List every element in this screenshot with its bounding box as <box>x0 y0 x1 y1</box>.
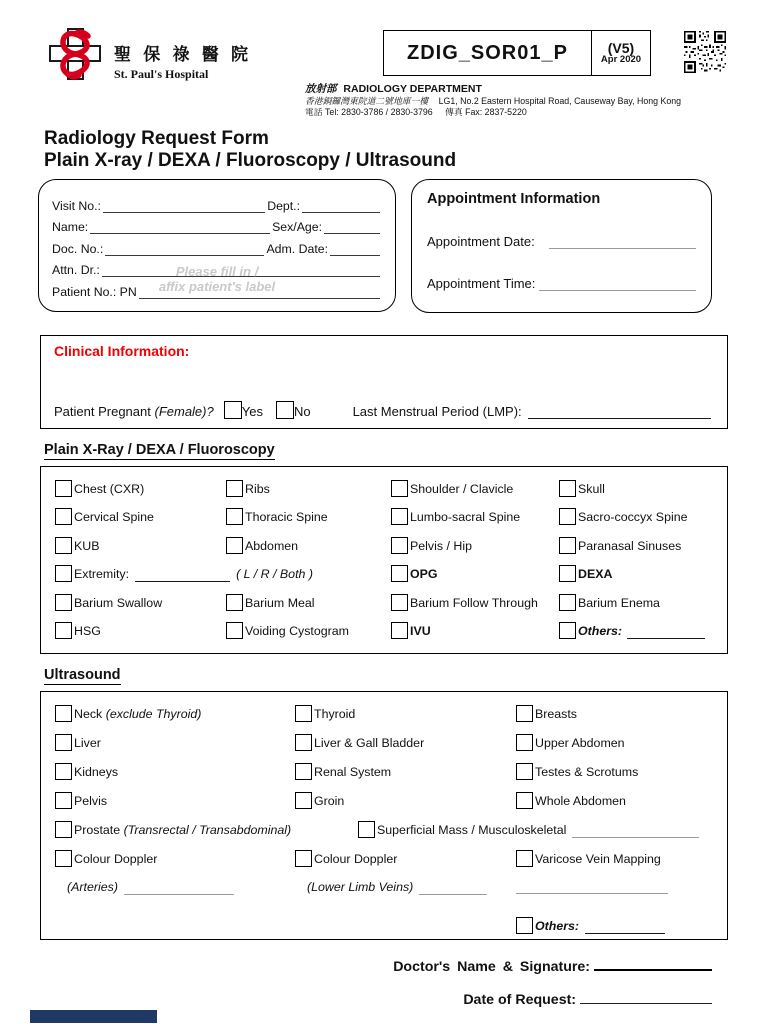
bottom-bar <box>30 1010 157 1023</box>
hospital-cross-logo-icon <box>44 26 104 82</box>
cervical-spine-label: Cervical Spine <box>74 510 154 525</box>
appointment-time-label: Appointment Time: <box>427 276 536 291</box>
checkbox-colour-doppler-veins[interactable] <box>295 850 312 867</box>
pregnant-yes-label: Yes <box>241 404 263 419</box>
checkbox-ivu[interactable] <box>391 622 408 639</box>
checkbox-barium-follow-through[interactable] <box>391 594 408 611</box>
form-code: ZDIG_SOR01_P <box>384 31 592 75</box>
checkbox-skull[interactable] <box>559 480 576 497</box>
checkbox-testes-scrotums[interactable] <box>516 763 533 780</box>
form-version-date: Apr 2020 <box>600 54 642 66</box>
dept-field[interactable] <box>302 199 380 213</box>
hospital-name-en: St. Paul's Hospital <box>114 67 209 81</box>
checkbox-pregnant-yes[interactable] <box>224 401 242 419</box>
pregnant-female-note: (Female)? <box>154 404 214 419</box>
xray-options-box <box>40 466 728 654</box>
checkbox-hsg[interactable] <box>55 622 72 639</box>
prostate-note: (Transrectal / Transabdominal) <box>123 823 292 837</box>
renal-system-label: Renal System <box>314 765 392 779</box>
barium-follow-through-label: Barium Follow Through <box>410 595 538 610</box>
checkbox-pelvis[interactable] <box>55 792 72 809</box>
barium-enema-label: Barium Enema <box>578 595 660 610</box>
checkbox-varicose-vein-mapping[interactable] <box>516 850 533 867</box>
dept-tel: 電話 Tel: 2830-3786 / 2830-3796 <box>305 107 433 117</box>
colour-doppler-arteries-label: Colour Doppler <box>74 852 158 866</box>
form-code-box <box>383 30 651 76</box>
lmp-label: Last Menstrual Period (LMP): <box>352 404 522 419</box>
pelvis-label: Pelvis <box>74 794 108 808</box>
visit-no-field[interactable] <box>103 199 265 213</box>
checkbox-pregnant-no[interactable] <box>276 401 294 419</box>
checkbox-pelvis-hip[interactable] <box>391 537 408 554</box>
pregnant-label: Patient Pregnant <box>54 404 151 419</box>
opg-label: OPG <box>410 567 438 582</box>
varicose-field[interactable] <box>516 881 668 894</box>
doctor-signature-label: Doctor's Name & Signature: <box>393 959 591 975</box>
ultrasound-section-heading: Ultrasound <box>44 667 121 683</box>
name-label: Name: <box>52 220 89 234</box>
form-version-cell <box>592 31 650 75</box>
checkbox-us-others[interactable] <box>516 917 533 934</box>
checkbox-xray-others[interactable] <box>559 622 576 639</box>
colour-doppler-veins-label: Colour Doppler <box>314 852 398 866</box>
checkbox-whole-abdomen[interactable] <box>516 792 533 809</box>
groin-label: Groin <box>314 794 345 808</box>
checkbox-liver[interactable] <box>55 734 72 751</box>
clinical-info-title: Clinical Information: <box>54 343 190 359</box>
visit-no-label: Visit No.: <box>52 198 101 213</box>
checkbox-upper-abdomen[interactable] <box>516 734 533 751</box>
checkbox-neck[interactable] <box>55 705 72 722</box>
name-field[interactable] <box>90 220 270 234</box>
checkbox-chest-cxr[interactable] <box>55 480 72 497</box>
pelvis-hip-label: Pelvis / Hip <box>410 538 472 553</box>
hsg-label: HSG <box>74 624 101 639</box>
date-of-request-field[interactable] <box>580 990 712 1004</box>
superficial-mass-field[interactable] <box>572 825 699 838</box>
department-info <box>305 84 681 119</box>
checkbox-abdomen[interactable] <box>226 537 243 554</box>
lmp-field[interactable] <box>528 406 711 419</box>
lower-limb-veins-note: (Lower Limb Veins) <box>307 880 414 894</box>
thyroid-label: Thyroid <box>314 707 356 721</box>
dept-fax: 傳真 Fax: 2837-5220 <box>445 107 527 117</box>
kub-label: KUB <box>74 538 100 553</box>
neck-note: (exclude Thyroid) <box>105 707 202 721</box>
dept-name-zh: 放射部 <box>305 84 337 95</box>
dept-label: Dept.: <box>267 198 300 213</box>
us-others-label: Others: <box>535 918 580 933</box>
extremity-field[interactable] <box>135 569 230 582</box>
ultrasound-options-box <box>40 691 728 940</box>
arteries-note: (Arteries) <box>67 880 118 894</box>
checkbox-renal-system[interactable] <box>295 763 312 780</box>
arteries-field[interactable] <box>124 882 234 895</box>
liver-label: Liver <box>74 736 101 750</box>
liver-gall-bladder-label: Liver & Gall Bladder <box>314 736 425 750</box>
form-title <box>44 128 770 171</box>
checkbox-opg[interactable] <box>391 565 408 582</box>
skull-label: Skull <box>578 481 605 496</box>
barium-swallow-label: Barium Swallow <box>74 595 163 610</box>
checkbox-groin[interactable] <box>295 792 312 809</box>
appointment-date-label: Appointment Date: <box>427 234 535 249</box>
sacro-coccyx-spine-label: Sacro-coccyx Spine <box>578 510 688 525</box>
lower-limb-veins-field[interactable] <box>419 882 487 895</box>
patient-label-watermark: Please fill in / affix patient's label <box>158 264 276 294</box>
form-version: (V5) <box>607 39 635 56</box>
date-of-request-label: Date of Request: <box>463 992 577 1008</box>
clinical-info-box <box>40 335 728 429</box>
superficial-mass-label: Superficial Mass / Musculoskeletal <box>377 823 567 837</box>
dept-address-en: LG1, No.2 Eastern Hospital Road, Causeway Bay, Hong Kong <box>438 95 681 106</box>
us-others-field[interactable] <box>585 921 665 934</box>
pregnant-no-label: No <box>293 404 311 419</box>
neck-label: Neck <box>74 707 103 721</box>
checkbox-sacro-coccyx-spine[interactable] <box>559 508 576 525</box>
xray-others-label: Others: <box>578 624 623 639</box>
prostate-label: Prostate <box>74 823 121 837</box>
ivu-label: IVU <box>410 624 431 639</box>
checkbox-kub[interactable] <box>55 537 72 554</box>
ribs-label: Ribs <box>245 481 270 496</box>
checkbox-superficial-mass[interactable] <box>358 821 375 838</box>
upper-abdomen-label: Upper Abdomen <box>535 736 625 750</box>
checkbox-barium-swallow[interactable] <box>55 594 72 611</box>
appointment-title: Appointment Information <box>427 191 601 207</box>
shoulder-clavicle-label: Shoulder / Clavicle <box>410 481 514 496</box>
voiding-cystogram-label: Voiding Cystogram <box>245 624 349 639</box>
qr-code-icon <box>684 31 726 73</box>
adm-date-label: Adm. Date: <box>266 241 328 256</box>
form-title-line1: Radiology Request Form <box>44 128 269 149</box>
paranasal-sinuses-label: Paranasal Sinuses <box>578 538 682 553</box>
attn-dr-field[interactable] <box>102 263 380 277</box>
patient-info-box <box>38 179 396 312</box>
dexa-label: DEXA <box>578 567 613 582</box>
lumbo-sacral-spine-label: Lumbo-sacral Spine <box>410 510 521 525</box>
checkbox-paranasal-sinuses[interactable] <box>559 537 576 554</box>
checkbox-extremity[interactable] <box>55 565 72 582</box>
checkbox-thyroid[interactable] <box>295 705 312 722</box>
patient-no-label: Patient No.: PN <box>52 284 137 299</box>
checkbox-prostate[interactable] <box>55 821 72 838</box>
breasts-label: Breasts <box>535 707 578 721</box>
checkbox-thoracic-spine[interactable] <box>226 508 243 525</box>
doc-no-field[interactable] <box>105 242 264 256</box>
extremity-label: Extremity: <box>74 567 130 582</box>
form-title-line2: Plain X-ray / DEXA / Fluoroscopy / Ultrasound <box>44 149 457 171</box>
abdomen-label: Abdomen <box>245 538 299 553</box>
checkbox-liver-gall-bladder[interactable] <box>295 734 312 751</box>
attn-dr-label: Attn. Dr.: <box>52 263 100 277</box>
checkbox-breasts[interactable] <box>516 705 533 722</box>
checkbox-shoulder-clavicle[interactable] <box>391 480 408 497</box>
page-header <box>0 0 770 122</box>
checkbox-barium-enema[interactable] <box>559 594 576 611</box>
appointment-info-box <box>411 179 712 313</box>
hospital-name-zh: 聖 保 祿 醫 院 <box>114 45 252 64</box>
dept-address-zh: 香港銅鑼灣東院道二號地庫一樓 <box>305 95 429 106</box>
testes-scrotums-label: Testes & Scrotums <box>535 765 639 779</box>
checkbox-barium-meal[interactable] <box>226 594 243 611</box>
checkbox-colour-doppler-arteries[interactable] <box>55 850 72 867</box>
xray-others-field[interactable] <box>627 626 705 639</box>
dept-name-en: RADIOLOGY DEPARTMENT <box>343 83 482 95</box>
kidneys-label: Kidneys <box>74 765 119 779</box>
checkbox-voiding-cystogram[interactable] <box>226 622 243 639</box>
doc-no-label: Doc. No.: <box>52 241 104 256</box>
extremity-side-note: ( L / R / Both ) <box>236 567 313 582</box>
whole-abdomen-label: Whole Abdomen <box>535 794 626 808</box>
checkbox-lumbo-sacral-spine[interactable] <box>391 508 408 525</box>
checkbox-cervical-spine[interactable] <box>55 508 72 525</box>
sex-age-label: Sex/Age: <box>272 220 322 234</box>
chest-cxr-label: Chest (CXR) <box>74 481 145 496</box>
varicose-vein-mapping-label: Varicose Vein Mapping <box>535 852 661 866</box>
signature-footer <box>0 956 770 1008</box>
barium-meal-label: Barium Meal <box>245 595 315 610</box>
adm-date-field[interactable] <box>330 242 380 256</box>
sex-age-field[interactable] <box>324 220 380 234</box>
appointment-time-field[interactable] <box>539 278 696 291</box>
hospital-logo <box>44 26 252 82</box>
xray-section-heading: Plain X-Ray / DEXA / Fluoroscopy <box>44 442 275 458</box>
checkbox-dexa[interactable] <box>559 565 576 582</box>
appointment-date-field[interactable] <box>549 236 696 249</box>
checkbox-kidneys[interactable] <box>55 763 72 780</box>
thoracic-spine-label: Thoracic Spine <box>245 510 328 525</box>
patient-no-field[interactable] <box>139 285 380 299</box>
doctor-signature-field[interactable] <box>594 956 712 971</box>
checkbox-ribs[interactable] <box>226 480 243 497</box>
